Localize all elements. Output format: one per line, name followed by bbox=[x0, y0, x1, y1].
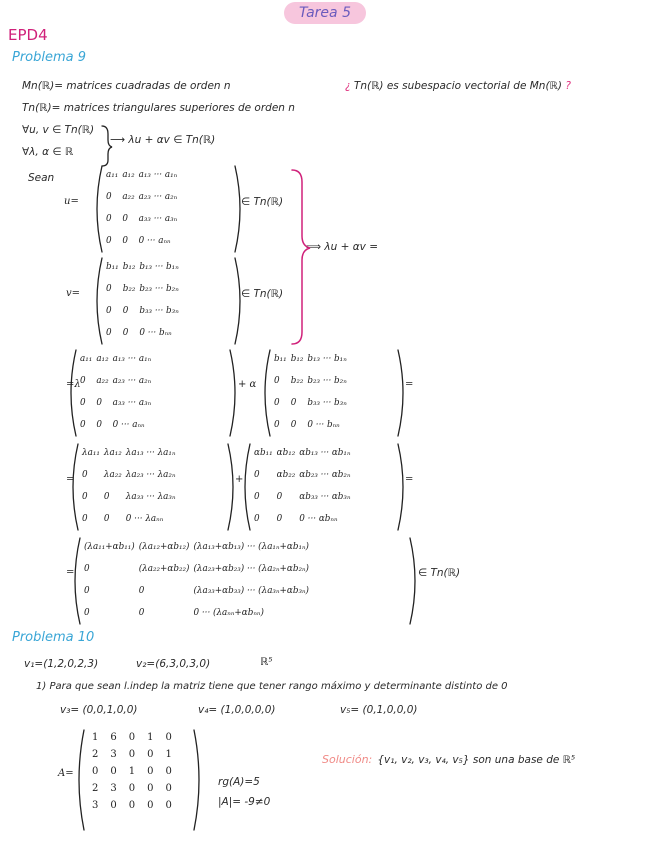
matrix-a-cell: 1 bbox=[92, 732, 99, 743]
v-label: v= bbox=[66, 288, 81, 299]
matrix-a-cell: 0 bbox=[165, 766, 172, 777]
matrix-alpha-b-cell: 0 bbox=[276, 492, 283, 502]
mn-definition: Mn(ℝ)= matrices cuadradas de orden n bbox=[22, 80, 231, 92]
bracket-b2-right bbox=[398, 350, 403, 436]
matrix-b-copy-cell: b₁₂ bbox=[290, 354, 304, 364]
matrix-a-cell: 0 bbox=[147, 783, 154, 794]
matrix-v-cell: 0 bbox=[122, 328, 129, 338]
equals-2: = bbox=[66, 474, 75, 485]
matrix-u-cell: 0 ··· aₙₙ bbox=[138, 236, 171, 246]
matrix-u-cell: a₂₂ bbox=[122, 192, 135, 202]
space-r5: ℝ⁵ bbox=[260, 656, 273, 668]
vector-v4: v₄= (1,0,0,0,0) bbox=[198, 704, 276, 716]
matrix-alpha-b-cell: αb₂₂ bbox=[276, 470, 296, 480]
u-in-tn: ∈ Tn(ℝ) bbox=[241, 196, 284, 208]
forall-u-v: ∀u, v ∈ Tn(ℝ) bbox=[22, 124, 95, 136]
forall-lambda-alpha: ∀λ, α ∈ ℝ bbox=[22, 146, 74, 158]
problem-10-title: Problema 10 bbox=[12, 630, 95, 645]
matrix-u-cell: a₁₃ ··· a₁ₙ bbox=[138, 170, 178, 180]
matrix-lambda-a-cell: λa₃₃ ··· λa₃ₙ bbox=[125, 492, 176, 502]
vector-v1: v₁=(1,2,0,2,3) bbox=[24, 658, 99, 670]
independence-note: 1) Para que sean l.indep la matriz tiene que tener rango máximo y determinante distinto de 0 bbox=[36, 681, 508, 692]
bracket-u-left bbox=[97, 166, 102, 252]
matrix-v-cell: b₁₃ ··· b₁ₙ bbox=[139, 262, 179, 272]
bracket-a2-right bbox=[230, 350, 235, 436]
page-title: Tarea 5 bbox=[284, 2, 366, 24]
sum-in-tn: ∈ Tn(ℝ) bbox=[418, 567, 461, 579]
matrix-a-cell: 6 bbox=[110, 732, 117, 743]
matrix-b-copy-cell: b₁₃ ··· b₁ₙ bbox=[307, 354, 347, 364]
matrix-a-cell: 0 bbox=[128, 732, 136, 743]
bracket-la-left bbox=[73, 444, 78, 530]
matrix-a-cell: 1 bbox=[147, 732, 154, 743]
matrix-b-copy-cell: 0 bbox=[274, 376, 280, 386]
matrix-sum-cell: 0 bbox=[84, 608, 90, 618]
bracket-b2-left bbox=[265, 350, 270, 436]
matrix-u-cell: a₁₁ bbox=[106, 170, 119, 180]
matrix-b-copy-cell: b₂₃ ··· b₂ₙ bbox=[307, 376, 347, 386]
matrix-b-copy-cell: 0 bbox=[274, 398, 280, 408]
matrix-lambda-a-cell: λa₁₁ bbox=[82, 448, 100, 458]
determinant-value: |A|= -9≠0 bbox=[218, 796, 271, 808]
matrix-a-cell: 0 bbox=[147, 766, 154, 777]
matrix-a-copy-cell: 0 bbox=[96, 420, 102, 430]
matrix-u-cell: 0 bbox=[122, 236, 128, 246]
matrix-a-copy-cell: 0 bbox=[80, 376, 86, 386]
matrix-v-cell: b₁₂ bbox=[122, 262, 136, 272]
matrix-b-copy-cell: b₁₁ bbox=[274, 354, 287, 364]
rank-value: rg(A)=5 bbox=[218, 776, 260, 788]
bracket-u-right bbox=[235, 166, 240, 252]
matrix-a-copy-cell: a₂₂ bbox=[96, 376, 109, 386]
bracket-v-right bbox=[235, 258, 240, 344]
matrix-v-cell: 0 bbox=[122, 306, 129, 316]
matrix-sum-cell: 0 bbox=[138, 608, 145, 618]
matrix-a-cell: 0 bbox=[92, 766, 99, 777]
bracket-ab-right bbox=[398, 444, 403, 530]
equals-1: = bbox=[405, 379, 414, 390]
matrix-a-cell: 3 bbox=[110, 749, 117, 760]
plus-sign: + bbox=[235, 474, 244, 485]
bracket-v-left bbox=[97, 258, 102, 344]
solution-label: Solución: bbox=[322, 753, 373, 766]
u-label: u= bbox=[64, 196, 79, 207]
matrix-u-cell: 0 bbox=[106, 192, 112, 202]
matrix-sum-cell: 0 bbox=[84, 564, 90, 574]
matrix-sum-cell: (λa₁₃+αb₁₃) ··· (λa₁ₙ+αb₁ₙ) bbox=[193, 542, 309, 552]
matrix-alpha-b-cell: 0 bbox=[254, 514, 260, 524]
matrix-v-cell: b₁₁ bbox=[106, 262, 119, 272]
matrix-b-copy-cell: 0 ··· bₙₙ bbox=[307, 420, 340, 430]
matrix-u-cell: 0 bbox=[106, 214, 112, 224]
matrix-alpha-b-cell: αb₁₁ bbox=[254, 448, 273, 458]
matrix-a-cell: 0 bbox=[165, 783, 172, 794]
matrix-a-copy-cell: 0 bbox=[80, 420, 86, 430]
vector-v2: v₂=(6,3,0,3,0) bbox=[136, 658, 211, 670]
plus-alpha: + α bbox=[238, 379, 257, 390]
matrix-lambda-a-cell: λa₁₂ bbox=[103, 448, 122, 458]
matrix-sum-cell: 0 ··· (λaₙₙ+αbₙₙ) bbox=[193, 608, 264, 618]
matrix-sum-cell: 0 bbox=[84, 586, 90, 596]
matrix-alpha-b-cell: αb₁₂ bbox=[276, 448, 296, 458]
matrix-lambda-a-cell: λa₁₃ ··· λa₁ₙ bbox=[125, 448, 176, 458]
matrix-u-cell: a₃₃ ··· a₃ₙ bbox=[138, 214, 178, 224]
v-in-tn: ∈ Tn(ℝ) bbox=[241, 288, 284, 300]
vector-v5: v₅= (0,1,0,0,0) bbox=[340, 704, 418, 716]
matrix-a-cell: 2 bbox=[92, 783, 99, 794]
lambda-times: =λ bbox=[66, 379, 81, 390]
matrix-lambda-a-cell: λa₂₃ ··· λa₂ₙ bbox=[125, 470, 176, 480]
matrix-alpha-b-cell: 0 bbox=[254, 470, 260, 480]
pink-brace bbox=[292, 170, 310, 344]
equals-4: = bbox=[66, 567, 75, 578]
matrix-b-copy-cell: b₂₂ bbox=[290, 376, 304, 386]
matrix-a-cell: 0 bbox=[128, 800, 136, 811]
matrix-a-cell: 0 bbox=[110, 800, 117, 811]
bracket-m-left bbox=[79, 730, 84, 830]
matrix-lambda-a-cell: 0 ··· λaₙₙ bbox=[125, 514, 164, 524]
matrix-sum-cell: (λa₃₃+αb₃₃) ··· (λa₃ₙ+αb₃ₙ) bbox=[193, 586, 309, 596]
matrix-a-cell: 0 bbox=[128, 783, 136, 794]
matrix-sum-cell: (λa₁₁+αb₁₁) bbox=[84, 542, 135, 552]
equals-3: = bbox=[405, 474, 414, 485]
matrix-u-cell: 0 bbox=[122, 214, 128, 224]
solution-text: {v₁, v₂, v₃, v₄, v₅} son una base de ℝ⁵ bbox=[377, 754, 576, 766]
matrix-v-cell: b₂₂ bbox=[122, 284, 136, 294]
matrix-sum-cell: (λa₂₃+αb₂₃) ··· (λa₂ₙ+αb₂ₙ) bbox=[193, 564, 309, 574]
matrix-u-cell: 0 bbox=[106, 236, 112, 246]
question-close: ? bbox=[565, 80, 571, 92]
matrix-a-copy-cell: 0 ··· aₙₙ bbox=[112, 420, 145, 430]
matrix-sum-cell: (λa₁₂+αb₁₂) bbox=[138, 542, 190, 552]
matrix-sum-cell: (λa₂₂+αb₂₂) bbox=[138, 564, 190, 574]
matrix-alpha-b-cell: αb₁₃ ··· αb₁ₙ bbox=[299, 448, 351, 458]
matrix-a-copy-cell: a₁₂ bbox=[96, 354, 109, 364]
matrix-b-copy-cell: 0 bbox=[290, 398, 297, 408]
matrix-a-cell: 2 bbox=[92, 749, 99, 760]
question-open: ¿ bbox=[345, 80, 351, 92]
vector-v3: v₃= (0,0,1,0,0) bbox=[60, 704, 138, 716]
sean-label: Sean bbox=[28, 172, 55, 184]
matrix-v-cell: 0 ··· bₙₙ bbox=[139, 328, 172, 338]
bracket-ab-left bbox=[245, 444, 250, 530]
question-text: Tn(ℝ) es subespacio vectorial de Mn(ℝ) bbox=[353, 80, 562, 92]
matrix-a-cell: 0 bbox=[147, 800, 154, 811]
matrix-lambda-a-cell: 0 bbox=[82, 470, 88, 480]
bracket-m-right bbox=[194, 730, 199, 830]
matrix-lambda-a-cell: 0 bbox=[103, 492, 110, 502]
matrix-a-cell: 0 bbox=[110, 766, 117, 777]
matrix-b-copy-cell: 0 bbox=[290, 420, 297, 430]
matrix-alpha-b-cell: 0 bbox=[254, 492, 260, 502]
matrix-a-cell: 1 bbox=[165, 749, 172, 760]
bracket-sum-right bbox=[410, 538, 415, 624]
closure-condition: ⟶ λu + αv ∈ Tn(ℝ) bbox=[110, 134, 216, 146]
bracket-la-right bbox=[228, 444, 233, 530]
matrix-a-copy-cell: a₂₃ ··· a₂ₙ bbox=[112, 376, 152, 386]
tn-definition: Tn(ℝ)= matrices triangulares superiores de orden n bbox=[22, 102, 295, 114]
matrix-b-copy-cell: b₃₃ ··· b₃ₙ bbox=[307, 398, 347, 408]
matrix-sum-cell: 0 bbox=[138, 586, 145, 596]
matrix-a-copy-cell: a₁₁ bbox=[80, 354, 93, 364]
implies-expression: ⟹ λu + αv = bbox=[306, 241, 379, 253]
matrix-alpha-b-cell: αb₂₃ ··· αb₂ₙ bbox=[299, 470, 351, 480]
epd-label: EPD4 bbox=[8, 26, 48, 44]
matrix-u-cell: a₁₂ bbox=[122, 170, 135, 180]
matrix-a-cell: 0 bbox=[165, 732, 172, 743]
matrix-lambda-a-cell: 0 bbox=[82, 514, 88, 524]
matrix-u-cell: a₂₃ ··· a₂ₙ bbox=[138, 192, 178, 202]
matrix-a-cell: 3 bbox=[92, 800, 99, 811]
matrix-a-cell: 3 bbox=[110, 783, 117, 794]
matrix-lambda-a-cell: 0 bbox=[103, 514, 110, 524]
matrix-lambda-a-cell: 0 bbox=[82, 492, 88, 502]
matrix-v-cell: b₃₃ ··· b₃ₙ bbox=[139, 306, 179, 316]
matrix-a-cell: 0 bbox=[147, 749, 154, 760]
matrix-a-copy-cell: 0 bbox=[96, 398, 102, 408]
matrix-alpha-b-cell: αb₃₃ ··· αb₃ₙ bbox=[299, 492, 351, 502]
forall-brace bbox=[102, 126, 112, 166]
matrix-v-cell: 0 bbox=[106, 306, 112, 316]
matrix-lambda-a-cell: λa₂₂ bbox=[103, 470, 122, 480]
matrix-a-copy-cell: 0 bbox=[80, 398, 86, 408]
matrix-a-copy-cell: a₁₃ ··· a₁ₙ bbox=[112, 354, 152, 364]
a-label: A= bbox=[58, 768, 74, 779]
matrix-a-cell: 0 bbox=[128, 749, 136, 760]
matrix-v-cell: 0 bbox=[106, 328, 112, 338]
matrix-alpha-b-cell: 0 ··· αbₙₙ bbox=[299, 514, 338, 524]
matrix-alpha-b-cell: 0 bbox=[276, 514, 283, 524]
bracket-sum-left bbox=[75, 538, 80, 624]
matrix-v-cell: b₂₃ ··· b₂ₙ bbox=[139, 284, 179, 294]
problem-9-title: Problema 9 bbox=[12, 50, 87, 65]
bracket-a2-left bbox=[71, 350, 76, 436]
matrix-a-copy-cell: a₃₃ ··· a₃ₙ bbox=[112, 398, 152, 408]
matrix-b-copy-cell: 0 bbox=[274, 420, 280, 430]
matrix-a-cell: 1 bbox=[128, 766, 136, 777]
matrix-v-cell: 0 bbox=[106, 284, 112, 294]
matrix-a-cell: 0 bbox=[165, 800, 172, 811]
